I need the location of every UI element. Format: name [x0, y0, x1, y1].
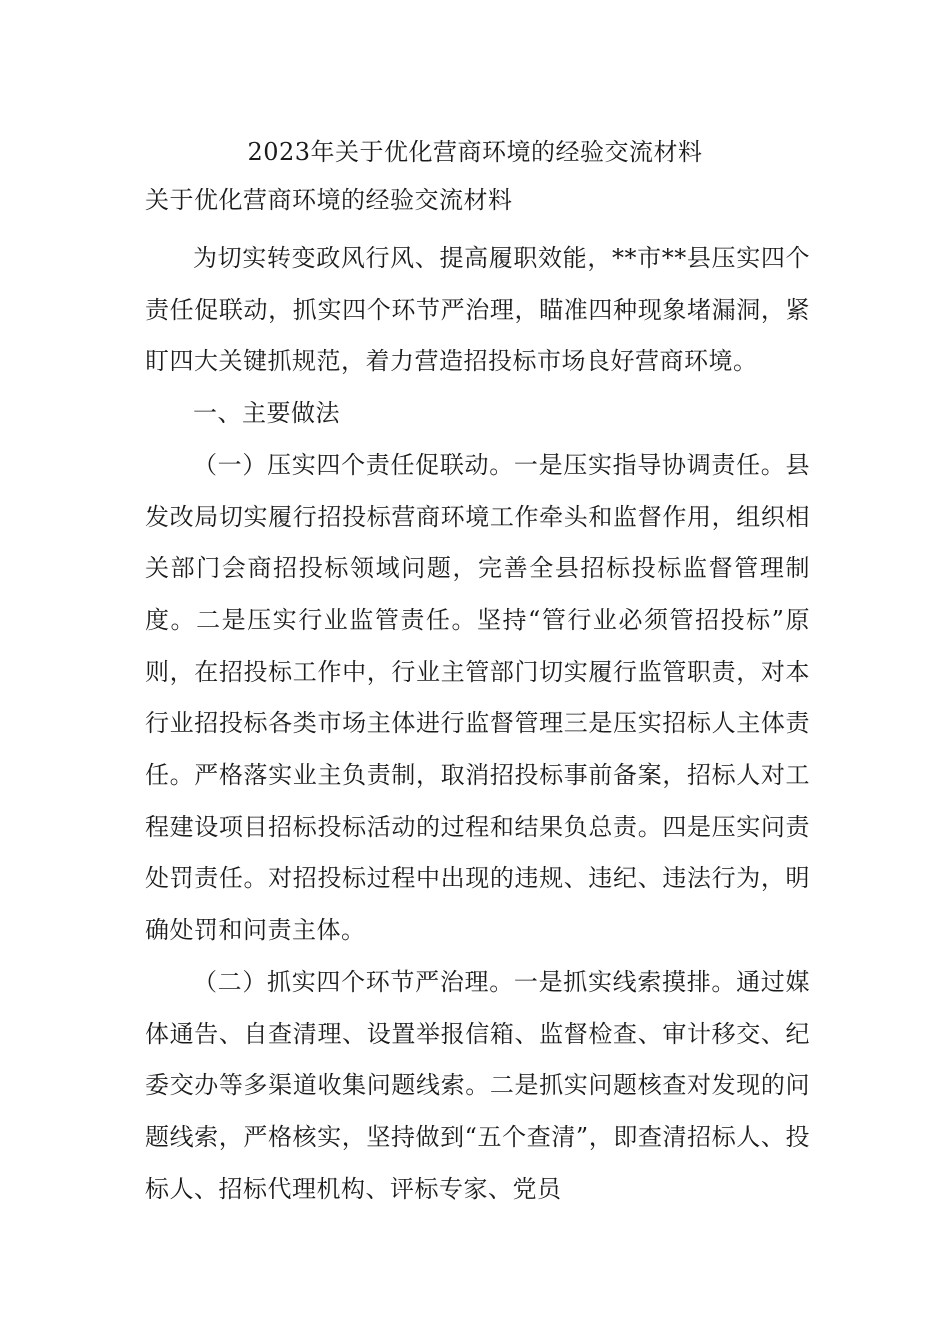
paragraph-governance: （二）抓实四个环节严治理。一是抓实线索摸排。通过媒体通告、自查清理、设置举报信箱、监督检查、审计移交、纪委交办等多渠道收集问题线索。二是抓实问题核查对发现的问题线索，严格核实，坚持做到“五个查清”，即查清招标人、投标人、招标代理机构、评标专家、党员: [145, 967, 810, 1203]
document-body: [145, 233, 810, 1215]
section-heading: 一、主要做法: [193, 399, 340, 428]
document-title: 2023年关于优化营商环境的经验交流材料: [247, 138, 703, 166]
paragraph-intro: 为切实转变政风行风、提高履职效能，**市**县压实四个责任促联动，抓实四个环节严治理，瞄准四种现象堵漏洞，紧盯四大关键抓规范，着力营造招投标市场良好营商环境。: [145, 244, 810, 376]
document-subtitle: 关于优化营商环境的经验交流材料: [145, 186, 513, 214]
paragraph-responsibilities: （一）压实四个责任促联动。一是压实指导协调责任。县发改局切实履行招投标营商环境工作牵头和监督作用，组织相关部门会商招投标领域问题，完善全县招标投标监督管理制度。二是压实行业监管责任。坚持“管行业必须管招投标”原则，在招投标工作中，行业主管部门切实履行监管职责，对本行业招投标各类市场主体进行监督管理三是压实招标人主体责任。严格落实业主负责制，取消招投标事前备案，招标人对工程建设项目招标投标活动的过程和结果负总责。四是压实问责处罚责任。对招投标过程中出现的违规、违纪、违法行为，明确处罚和问责主体。: [145, 450, 810, 945]
